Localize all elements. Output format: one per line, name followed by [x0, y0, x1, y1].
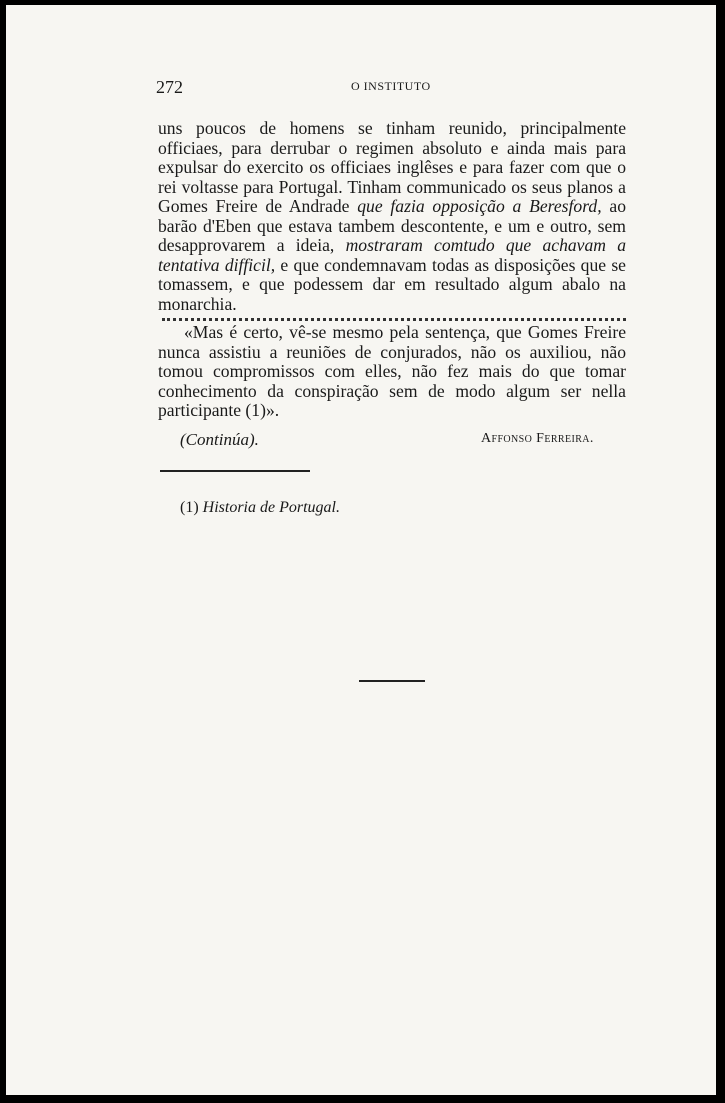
paragraph-1 [158, 119, 626, 314]
footnote-marker: (1) [180, 499, 199, 516]
page-header [156, 77, 636, 101]
dotted-separator [162, 318, 626, 321]
page [6, 5, 716, 1095]
running-title: O INSTITUTO [351, 79, 431, 93]
footnote [180, 499, 340, 517]
body-text-continuation [158, 119, 626, 314]
paragraph-1-part-1: uns poucos de homens se tinham reunido, principalmente officiaes, para derrubar o regimen absoluto e ainda mais para expulsar do exercito os officiaes inglêses e para fazer com que o rei voltasse para Portugal. Tinham communicado os seus planos a Gomes Freire de Andrade [158, 118, 626, 216]
page-number: 272 [156, 77, 183, 97]
continua-note: (Continúa). [180, 430, 259, 449]
paragraph-1-italic-2: mostraram comtudo que achavam a tentativa difficil, [158, 235, 626, 275]
paragraph-2: «Mas é certo, vê-se mesmo pela sentença, que Gomes Freire nunca assistiu a reuniões de conjurados, não os auxiliou, não tomou compromissos com elles, não fez mais do que tomar conhecimento da conspiração sem de modo algum ser nella participante (1)». [158, 322, 626, 420]
author-signature: Affonso Ferreira. [481, 431, 594, 446]
footnote-title: Historia de Portugal. [202, 499, 340, 516]
end-rule [359, 680, 425, 682]
paragraph-1-italic-1: que fazia opposição a Beresford, [357, 196, 602, 216]
body-text-quote [158, 323, 626, 421]
paragraph-1-part-3: e que condemnavam todas as disposições que se tomassem, e que podessem dar em resultado algum abalo na monarchia. [158, 254, 626, 314]
paragraph-1-part-2: ao barão d'Eben que estava tambem descontente, e um e outro, sem desapprovarem a ideia, [158, 196, 626, 255]
footnote-rule [160, 470, 310, 472]
